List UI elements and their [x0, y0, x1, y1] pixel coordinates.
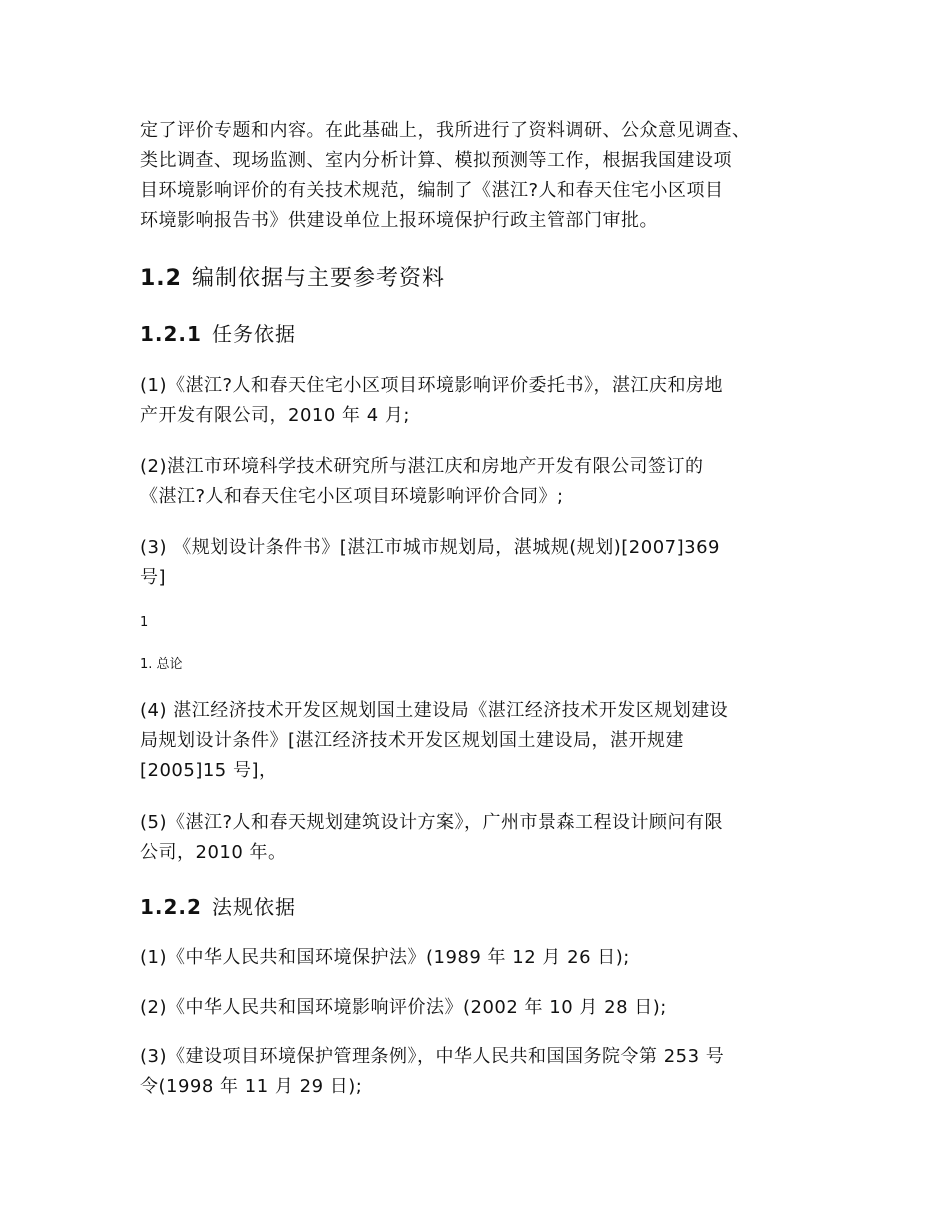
list-item: [140, 1042, 830, 1102]
list-item: [140, 696, 830, 786]
section-heading-1-2-1: [140, 318, 830, 350]
list-item-line: 公司，2010 年。: [140, 842, 287, 863]
section-heading-1-2: [140, 262, 830, 296]
list-item-line: (3)《建设项目环境保护管理条例》，中华人民共和国国务院令第 253 号: [140, 1046, 725, 1067]
list-item: [140, 452, 830, 512]
section-title: 法规依据: [211, 895, 296, 919]
list-item-line: (1)《湛江?人和春天住宅小区项目环境影响评价委托书》，湛江庆和房地: [140, 375, 724, 396]
list-item: [140, 943, 830, 973]
intro-line: 目环境影响评价的有关技术规范，编制了《湛江?人和春天住宅小区项目: [140, 180, 724, 201]
list-item: [140, 808, 830, 868]
intro-line: 环境影响报告书》供建设单位上报环境保护行政主管部门审批。: [140, 210, 658, 231]
intro-paragraph: [140, 116, 830, 236]
page-number: 1: [140, 615, 149, 630]
list-item-line: 局规划设计条件》[湛江经济技术开发区规划国土建设局，湛开规建: [140, 730, 685, 751]
section-heading-1-2-2: [140, 891, 830, 923]
list-item: [140, 993, 830, 1023]
list-item: [140, 533, 830, 593]
chapter-label: 1. 总论: [140, 657, 183, 672]
intro-line: 定了评价专题和内容。在此基础上，我所进行了资料调研、公众意见调查、: [140, 120, 751, 141]
list-item: [140, 371, 830, 431]
intro-line: 类比调查、现场监测、室内分析计算、模拟预测等工作，根据我国建设项: [140, 150, 732, 171]
list-item-line: (3) 《规划设计条件书》[湛江市城市规划局，湛城规(规划)[2007]369: [140, 537, 720, 558]
list-item-line: (2)《中华人民共和国环境影响评价法》(2002 年 10 月 28 日);: [140, 997, 667, 1018]
section-number: 1.2.1: [140, 322, 202, 346]
section-title: 任务依据: [211, 322, 296, 346]
list-item-line: (2)湛江市环境科学技术研究所与湛江庆和房地产开发有限公司签订的: [140, 456, 704, 477]
section-title: 编制依据与主要参考资料: [191, 266, 445, 291]
list-item-line: 号]: [140, 567, 167, 588]
section-number: 1.2: [140, 266, 182, 291]
list-item-line: 产开发有限公司，2010 年 4 月;: [140, 405, 410, 426]
list-item-line: (1)《中华人民共和国环境保护法》(1989 年 12 月 26 日);: [140, 947, 630, 968]
list-item-line: (4) 湛江经济技术开发区规划国土建设局《湛江经济技术开发区规划建设: [140, 700, 729, 721]
list-item-line: (5)《湛江?人和春天规划建筑设计方案》，广州市景森工程设计顾问有限: [140, 812, 724, 833]
list-item-line: 《湛江?人和春天住宅小区项目环境影响评价合同》;: [140, 486, 564, 507]
list-item-line: [2005]15 号]，: [140, 760, 278, 781]
list-item-line: 令(1998 年 11 月 29 日);: [140, 1076, 363, 1097]
section-number: 1.2.2: [140, 895, 202, 919]
